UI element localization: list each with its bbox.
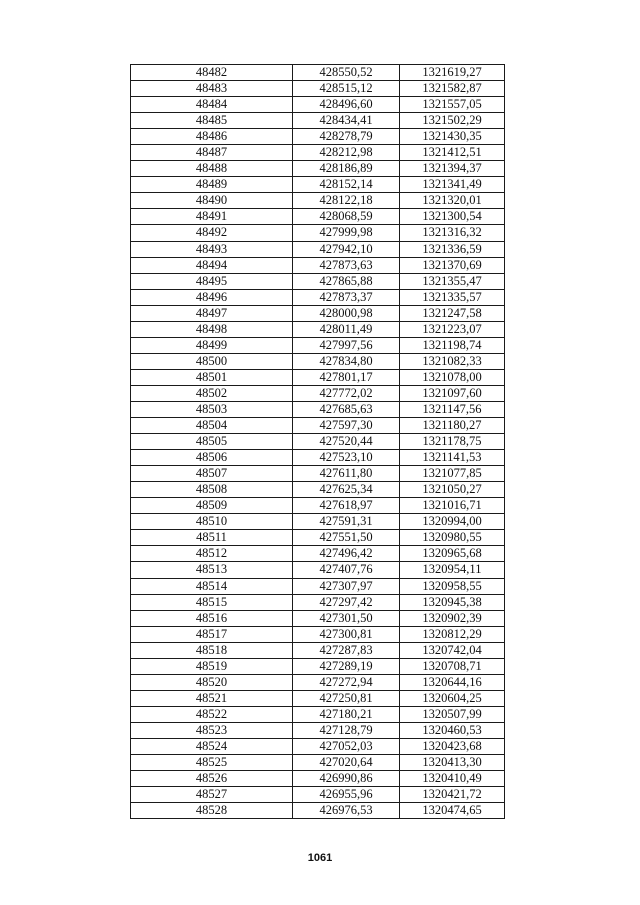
table-row bbox=[131, 337, 505, 353]
y-coordinate-cell: 1321582,87 bbox=[400, 81, 505, 97]
y-coordinate-cell: 1321198,74 bbox=[400, 337, 505, 353]
y-coordinate-cell: 1321082,33 bbox=[400, 353, 505, 369]
x-coordinate-cell: 428068,59 bbox=[293, 209, 400, 225]
point-number-cell: 48506 bbox=[131, 450, 293, 466]
point-number-cell: 48485 bbox=[131, 113, 293, 129]
table-row bbox=[131, 305, 505, 321]
point-number-cell: 48501 bbox=[131, 369, 293, 385]
x-coordinate-cell: 427597,30 bbox=[293, 418, 400, 434]
y-coordinate-cell: 1320994,00 bbox=[400, 514, 505, 530]
x-coordinate-cell: 428212,98 bbox=[293, 145, 400, 161]
point-number-cell: 48512 bbox=[131, 546, 293, 562]
y-coordinate-cell: 1321341,49 bbox=[400, 177, 505, 193]
table-row bbox=[131, 385, 505, 401]
point-number-cell: 48484 bbox=[131, 97, 293, 113]
y-coordinate-cell: 1321097,60 bbox=[400, 385, 505, 401]
table-row bbox=[131, 225, 505, 241]
y-coordinate-cell: 1320980,55 bbox=[400, 530, 505, 546]
point-number-cell: 48523 bbox=[131, 722, 293, 738]
table-row bbox=[131, 450, 505, 466]
point-number-cell: 48517 bbox=[131, 626, 293, 642]
x-coordinate-cell: 427520,44 bbox=[293, 434, 400, 450]
y-coordinate-cell: 1321178,75 bbox=[400, 434, 505, 450]
table-row bbox=[131, 594, 505, 610]
point-number-cell: 48502 bbox=[131, 385, 293, 401]
table-row bbox=[131, 177, 505, 193]
y-coordinate-cell: 1320410,49 bbox=[400, 771, 505, 787]
table-row bbox=[131, 658, 505, 674]
y-coordinate-cell: 1320945,38 bbox=[400, 594, 505, 610]
y-coordinate-cell: 1320604,25 bbox=[400, 690, 505, 706]
x-coordinate-cell: 428434,41 bbox=[293, 113, 400, 129]
point-number-cell: 48504 bbox=[131, 418, 293, 434]
point-number-cell: 48521 bbox=[131, 690, 293, 706]
point-number-cell: 48513 bbox=[131, 562, 293, 578]
y-coordinate-cell: 1321336,59 bbox=[400, 241, 505, 257]
x-coordinate-cell: 427180,21 bbox=[293, 706, 400, 722]
y-coordinate-cell: 1321016,71 bbox=[400, 498, 505, 514]
x-coordinate-cell: 428550,52 bbox=[293, 65, 400, 81]
point-number-cell: 48520 bbox=[131, 674, 293, 690]
y-coordinate-cell: 1321077,85 bbox=[400, 466, 505, 482]
table-row bbox=[131, 771, 505, 787]
table-row bbox=[131, 401, 505, 417]
table-row bbox=[131, 161, 505, 177]
y-coordinate-cell: 1320644,16 bbox=[400, 674, 505, 690]
point-number-cell: 48514 bbox=[131, 578, 293, 594]
table-row bbox=[131, 755, 505, 771]
y-coordinate-cell: 1320902,39 bbox=[400, 610, 505, 626]
table-row bbox=[131, 546, 505, 562]
x-coordinate-cell: 427801,17 bbox=[293, 369, 400, 385]
x-coordinate-cell: 427618,97 bbox=[293, 498, 400, 514]
x-coordinate-cell: 427999,98 bbox=[293, 225, 400, 241]
y-coordinate-cell: 1321223,07 bbox=[400, 321, 505, 337]
table-row bbox=[131, 482, 505, 498]
y-coordinate-cell: 1320958,55 bbox=[400, 578, 505, 594]
point-number-cell: 48528 bbox=[131, 803, 293, 819]
y-coordinate-cell: 1320965,68 bbox=[400, 546, 505, 562]
table-row bbox=[131, 738, 505, 754]
table-row bbox=[131, 289, 505, 305]
page-number: 1061 bbox=[307, 852, 333, 864]
y-coordinate-cell: 1321335,57 bbox=[400, 289, 505, 305]
point-number-cell: 48491 bbox=[131, 209, 293, 225]
point-number-cell: 48488 bbox=[131, 161, 293, 177]
x-coordinate-cell: 427297,42 bbox=[293, 594, 400, 610]
table-row bbox=[131, 369, 505, 385]
table-row bbox=[131, 530, 505, 546]
table-row bbox=[131, 257, 505, 273]
table-row bbox=[131, 81, 505, 97]
x-coordinate-cell: 427865,88 bbox=[293, 273, 400, 289]
table-row bbox=[131, 498, 505, 514]
point-number-cell: 48519 bbox=[131, 658, 293, 674]
x-coordinate-cell: 427625,34 bbox=[293, 482, 400, 498]
x-coordinate-cell: 427407,76 bbox=[293, 562, 400, 578]
y-coordinate-cell: 1321502,29 bbox=[400, 113, 505, 129]
table-row bbox=[131, 690, 505, 706]
y-coordinate-cell: 1320474,65 bbox=[400, 803, 505, 819]
x-coordinate-cell: 427250,81 bbox=[293, 690, 400, 706]
point-number-cell: 48487 bbox=[131, 145, 293, 161]
point-number-cell: 48500 bbox=[131, 353, 293, 369]
x-coordinate-cell: 426976,53 bbox=[293, 803, 400, 819]
point-number-cell: 48516 bbox=[131, 610, 293, 626]
x-coordinate-cell: 426990,86 bbox=[293, 771, 400, 787]
table-row bbox=[131, 787, 505, 803]
x-coordinate-cell: 427997,56 bbox=[293, 337, 400, 353]
point-number-cell: 48511 bbox=[131, 530, 293, 546]
y-coordinate-cell: 1321394,37 bbox=[400, 161, 505, 177]
table-row bbox=[131, 642, 505, 658]
x-coordinate-cell: 427685,63 bbox=[293, 401, 400, 417]
y-coordinate-cell: 1320421,72 bbox=[400, 787, 505, 803]
y-coordinate-cell: 1321320,01 bbox=[400, 193, 505, 209]
y-coordinate-cell: 1321355,47 bbox=[400, 273, 505, 289]
table-row bbox=[131, 706, 505, 722]
x-coordinate-cell: 427551,50 bbox=[293, 530, 400, 546]
x-coordinate-cell: 428186,89 bbox=[293, 161, 400, 177]
y-coordinate-cell: 1321147,56 bbox=[400, 401, 505, 417]
point-number-cell: 48493 bbox=[131, 241, 293, 257]
point-number-cell: 48489 bbox=[131, 177, 293, 193]
x-coordinate-cell: 427942,10 bbox=[293, 241, 400, 257]
point-number-cell: 48518 bbox=[131, 642, 293, 658]
point-number-cell: 48508 bbox=[131, 482, 293, 498]
point-number-cell: 48525 bbox=[131, 755, 293, 771]
x-coordinate-cell: 428496,60 bbox=[293, 97, 400, 113]
table-row bbox=[131, 321, 505, 337]
table-row bbox=[131, 610, 505, 626]
x-coordinate-cell: 427873,63 bbox=[293, 257, 400, 273]
x-coordinate-cell: 428000,98 bbox=[293, 305, 400, 321]
y-coordinate-cell: 1321619,27 bbox=[400, 65, 505, 81]
x-coordinate-cell: 428152,14 bbox=[293, 177, 400, 193]
point-number-cell: 48522 bbox=[131, 706, 293, 722]
x-coordinate-cell: 426955,96 bbox=[293, 787, 400, 803]
point-number-cell: 48490 bbox=[131, 193, 293, 209]
table-row bbox=[131, 241, 505, 257]
x-coordinate-cell: 427496,42 bbox=[293, 546, 400, 562]
table-row bbox=[131, 65, 505, 81]
table-row bbox=[131, 514, 505, 530]
point-number-cell: 48483 bbox=[131, 81, 293, 97]
point-number-cell: 48496 bbox=[131, 289, 293, 305]
table-row bbox=[131, 145, 505, 161]
table-row bbox=[131, 209, 505, 225]
point-number-cell: 48524 bbox=[131, 738, 293, 754]
y-coordinate-cell: 1320507,99 bbox=[400, 706, 505, 722]
point-number-cell: 48510 bbox=[131, 514, 293, 530]
x-coordinate-cell: 427591,31 bbox=[293, 514, 400, 530]
table-row bbox=[131, 434, 505, 450]
x-coordinate-cell: 427772,02 bbox=[293, 385, 400, 401]
x-coordinate-cell: 427287,83 bbox=[293, 642, 400, 658]
x-coordinate-cell: 427301,50 bbox=[293, 610, 400, 626]
table-row bbox=[131, 578, 505, 594]
table-row bbox=[131, 466, 505, 482]
x-coordinate-cell: 427611,80 bbox=[293, 466, 400, 482]
coordinates-table-body bbox=[131, 65, 505, 819]
coordinates-table bbox=[130, 64, 505, 819]
x-coordinate-cell: 427873,37 bbox=[293, 289, 400, 305]
point-number-cell: 48509 bbox=[131, 498, 293, 514]
table-row bbox=[131, 193, 505, 209]
y-coordinate-cell: 1321557,05 bbox=[400, 97, 505, 113]
table-row bbox=[131, 97, 505, 113]
point-number-cell: 48482 bbox=[131, 65, 293, 81]
point-number-cell: 48498 bbox=[131, 321, 293, 337]
table-row bbox=[131, 353, 505, 369]
y-coordinate-cell: 1321430,35 bbox=[400, 129, 505, 145]
x-coordinate-cell: 427052,03 bbox=[293, 738, 400, 754]
y-coordinate-cell: 1320413,30 bbox=[400, 755, 505, 771]
x-coordinate-cell: 427289,19 bbox=[293, 658, 400, 674]
y-coordinate-cell: 1320460,53 bbox=[400, 722, 505, 738]
point-number-cell: 48515 bbox=[131, 594, 293, 610]
x-coordinate-cell: 428011,49 bbox=[293, 321, 400, 337]
table-row bbox=[131, 562, 505, 578]
table-row bbox=[131, 674, 505, 690]
y-coordinate-cell: 1320954,11 bbox=[400, 562, 505, 578]
point-number-cell: 48495 bbox=[131, 273, 293, 289]
point-number-cell: 48507 bbox=[131, 466, 293, 482]
x-coordinate-cell: 427300,81 bbox=[293, 626, 400, 642]
point-number-cell: 48492 bbox=[131, 225, 293, 241]
x-coordinate-cell: 427307,97 bbox=[293, 578, 400, 594]
y-coordinate-cell: 1321180,27 bbox=[400, 418, 505, 434]
y-coordinate-cell: 1320708,71 bbox=[400, 658, 505, 674]
point-number-cell: 48527 bbox=[131, 787, 293, 803]
point-number-cell: 48505 bbox=[131, 434, 293, 450]
table-row bbox=[131, 418, 505, 434]
point-number-cell: 48494 bbox=[131, 257, 293, 273]
y-coordinate-cell: 1320812,29 bbox=[400, 626, 505, 642]
table-row bbox=[131, 722, 505, 738]
y-coordinate-cell: 1321370,69 bbox=[400, 257, 505, 273]
table-row bbox=[131, 803, 505, 819]
x-coordinate-cell: 428122,18 bbox=[293, 193, 400, 209]
y-coordinate-cell: 1320742,04 bbox=[400, 642, 505, 658]
y-coordinate-cell: 1321247,58 bbox=[400, 305, 505, 321]
point-number-cell: 48503 bbox=[131, 401, 293, 417]
point-number-cell: 48499 bbox=[131, 337, 293, 353]
point-number-cell: 48486 bbox=[131, 129, 293, 145]
table-row bbox=[131, 273, 505, 289]
x-coordinate-cell: 428278,79 bbox=[293, 129, 400, 145]
y-coordinate-cell: 1321050,27 bbox=[400, 482, 505, 498]
y-coordinate-cell: 1321141,53 bbox=[400, 450, 505, 466]
y-coordinate-cell: 1320423,68 bbox=[400, 738, 505, 754]
x-coordinate-cell: 428515,12 bbox=[293, 81, 400, 97]
x-coordinate-cell: 427834,80 bbox=[293, 353, 400, 369]
x-coordinate-cell: 427128,79 bbox=[293, 722, 400, 738]
y-coordinate-cell: 1321078,00 bbox=[400, 369, 505, 385]
x-coordinate-cell: 427020,64 bbox=[293, 755, 400, 771]
y-coordinate-cell: 1321412,51 bbox=[400, 145, 505, 161]
point-number-cell: 48497 bbox=[131, 305, 293, 321]
y-coordinate-cell: 1321316,32 bbox=[400, 225, 505, 241]
table-row bbox=[131, 113, 505, 129]
table-row bbox=[131, 626, 505, 642]
point-number-cell: 48526 bbox=[131, 771, 293, 787]
y-coordinate-cell: 1321300,54 bbox=[400, 209, 505, 225]
table-row bbox=[131, 129, 505, 145]
x-coordinate-cell: 427272,94 bbox=[293, 674, 400, 690]
x-coordinate-cell: 427523,10 bbox=[293, 450, 400, 466]
